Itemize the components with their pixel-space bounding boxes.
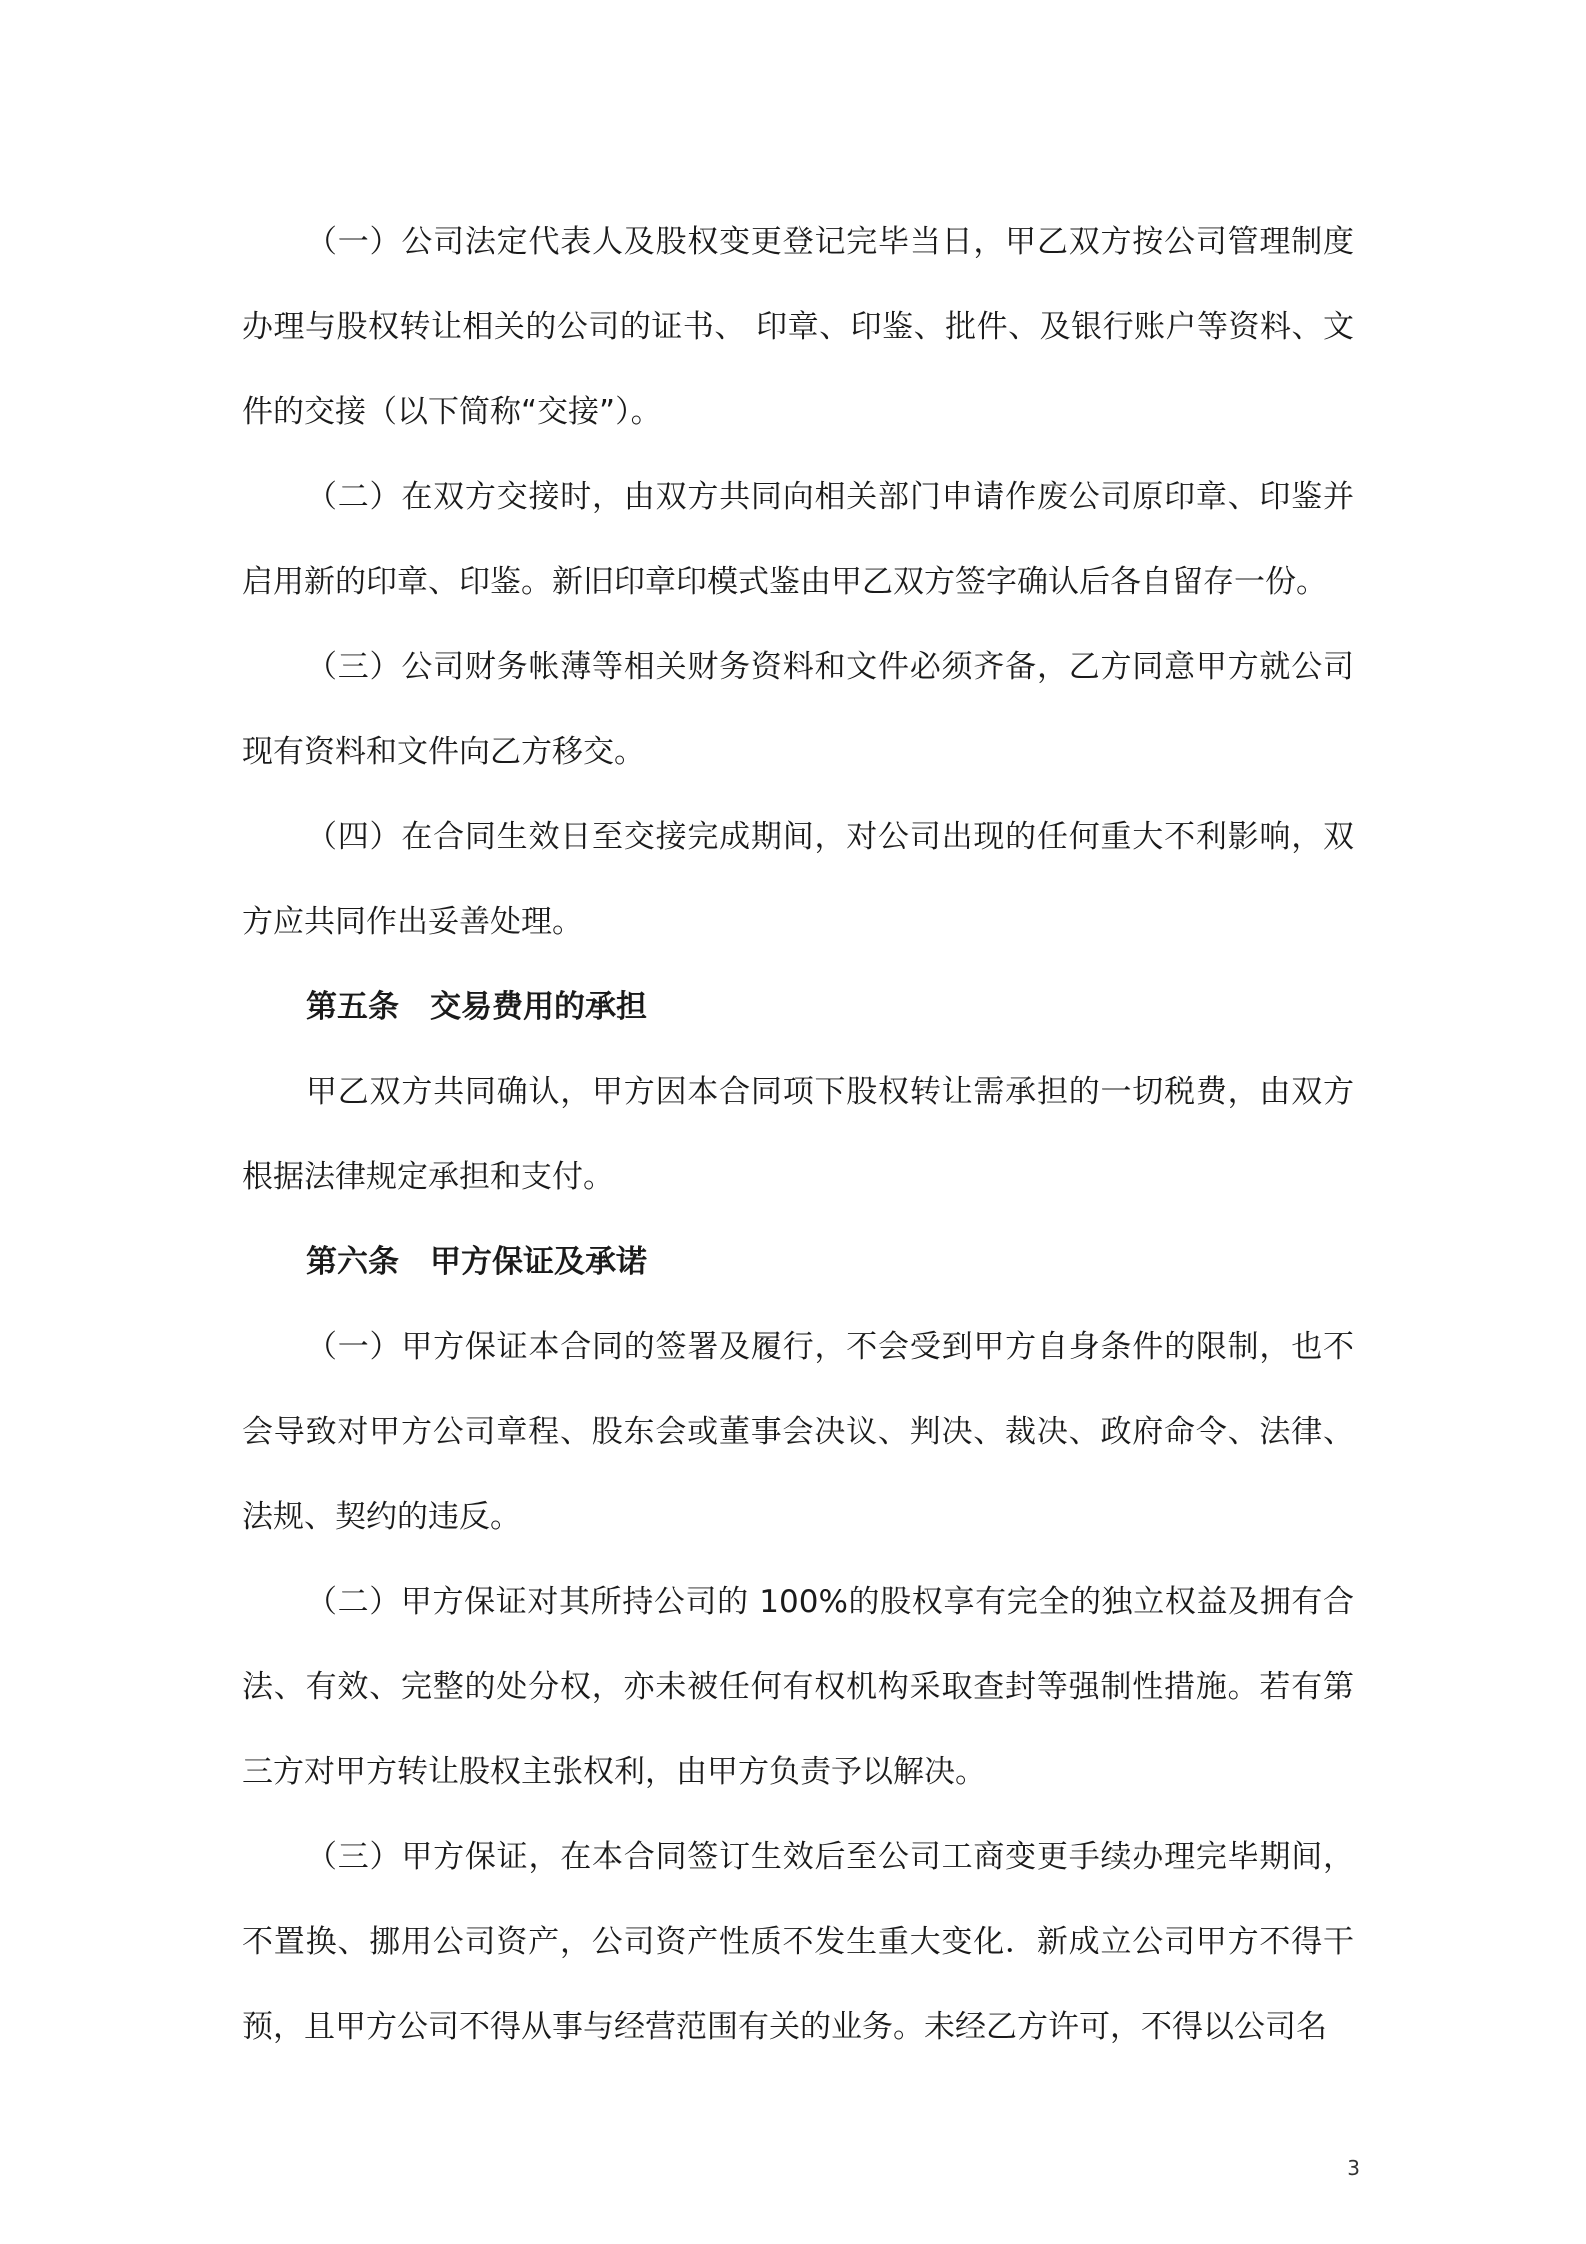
article5-text: 甲乙双方共同确认，甲方因本合同项下股权转让需承担的一切税费，由双方根据法律规定承担和支付。 xyxy=(242,1074,1354,1195)
article5-heading: 第五条 交易费用的承担 xyxy=(306,989,647,1025)
article6-heading: 第六条 甲方保证及承诺 xyxy=(306,1244,647,1280)
paragraph-handover-3: （三）公司财务帐薄等相关财务资料和文件必须齐备，乙方同意甲方就公司现有资料和文件向乙方移交。 xyxy=(242,649,1354,770)
paragraph-handover-2: （二）在双方交接时，由双方共同向相关部门申请作废公司原印章、印鉴并启用新的印章、印鉴。新旧印章印模式鉴由甲乙双方签字确认后各自留存一份。 xyxy=(242,479,1354,600)
document-body xyxy=(242,200,1354,2070)
paragraph-handover-1: （一）公司法定代表人及股权变更登记完毕当日，甲乙双方按公司管理制度办理与股权转让相关的公司的证书、 印章、印鉴、批件、及银行账户等资料、文件的交接（以下简称“交接”）。 xyxy=(242,224,1354,430)
paragraph-handover-4: （四）在合同生效日至交接完成期间，对公司出现的任何重大不利影响，双方应共同作出妥善处理。 xyxy=(242,819,1354,940)
page-number: 3 xyxy=(1347,2156,1360,2180)
article6-item-2: （二）甲方保证对其所持公司的 100%的股权享有完全的独立权益及拥有合法、有效、完整的处分权，亦未被任何有权机构采取查封等强制性措施。若有第三方对甲方转让股权主张权利，由甲方负责予以解决。 xyxy=(242,1584,1354,1790)
article6-item-3: （三）甲方保证，在本合同签订生效后至公司工商变更手续办理完毕期间，不置换、挪用公司资产，公司资产性质不发生重大变化．新成立公司甲方不得干预，且甲方公司不得从事与经营范围有关的业务。未经乙方许可，不得以公司名 xyxy=(242,1839,1354,2045)
article6-item-1: （一）甲方保证本合同的签署及履行，不会受到甲方自身条件的限制，也不会导致对甲方公司章程、股东会或董事会决议、判决、裁决、政府命令、法律、法规、契约的违反。 xyxy=(242,1329,1354,1535)
